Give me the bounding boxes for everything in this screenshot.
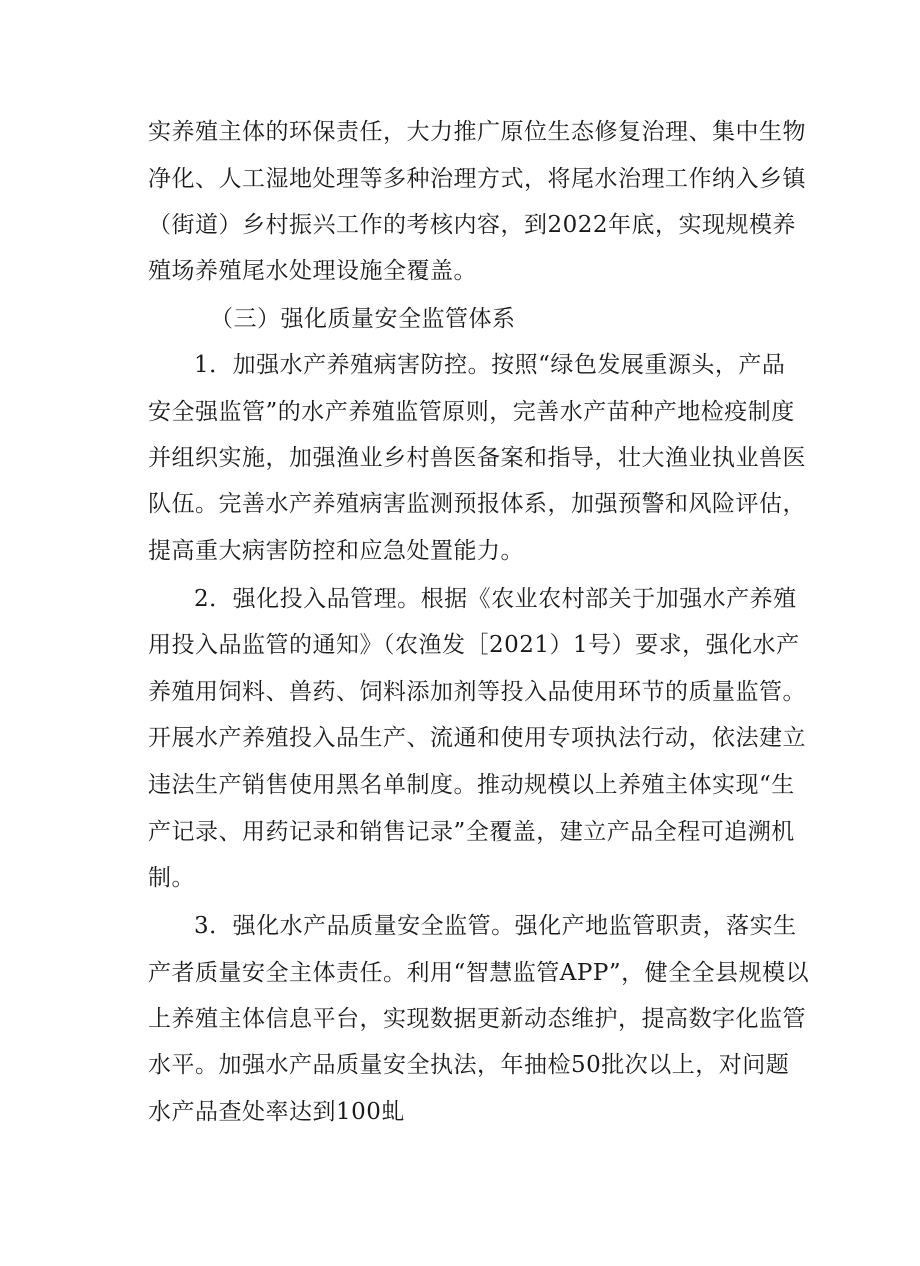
text-line: （街道）乡村振兴工作的考核内容，到2022年底，实现规模养	[148, 212, 797, 238]
text-line: 用投入品监管的通知》（农渔发［2021）1号）要求，强化水产	[148, 632, 800, 658]
text-line: 产者质量安全主体责任。利用“智慧监管APP”，健全全县规模以	[148, 960, 810, 986]
text-line: 殖场养殖尾水处理设施全覆盖。	[148, 258, 477, 284]
text-line: 提高重大病害防控和应急处置能力。	[148, 538, 524, 564]
text-line: 违法生产销售使用黑名单制度。推动规模以上养殖主体实现“生	[148, 772, 795, 798]
text-line: 队伍。完善水产养殖病害监测预报体系，加强预警和风险评估，	[148, 491, 806, 517]
text-line: 上养殖主体信息平台，实现数据更新动态维护，提高数字化监管	[148, 1006, 806, 1032]
text-line: 产记录、用药记录和销售记录”全覆盖，建立产品全程可追溯机	[148, 819, 795, 845]
text-line: 水平。加强水产品质量安全执法，年抽检50批次以上，对问题	[148, 1052, 790, 1078]
text-line: 净化、人工湿地处理等多种治理方式，将尾水治理工作纳入乡镇	[148, 166, 806, 192]
text-line: 2．强化投入品管理。根据《农业农村部关于加强水产养殖	[194, 586, 797, 612]
text-line: 开展水产养殖投入品生产、流通和使用专项执法行动，依法建立	[148, 725, 806, 751]
text-line: 安全强监管”的水产养殖监管原则，完善水产苗种产地检疫制度	[148, 399, 795, 425]
text-line: 并组织实施，加强渔业乡村兽医备案和指导，壮大渔业执业兽医	[148, 445, 806, 471]
text-line: 养殖用饲料、兽药、饲料添加剂等投入品使用环节的质量监管。	[148, 679, 806, 705]
section-heading: （三）强化质量安全监管体系	[210, 306, 516, 332]
text-line: 水产品查处率达到100虬	[148, 1099, 405, 1125]
text-line: 实养殖主体的环保责任，大力推广原位生态修复治理、集中生物	[148, 119, 806, 145]
text-line: 制。	[148, 865, 195, 891]
text-line: 3．强化水产品质量安全监管。强化产地监管职责，落实生	[194, 913, 797, 939]
text-line: 1．加强水产养殖病害防控。按照“绿色发展重源头，产品	[194, 352, 786, 378]
